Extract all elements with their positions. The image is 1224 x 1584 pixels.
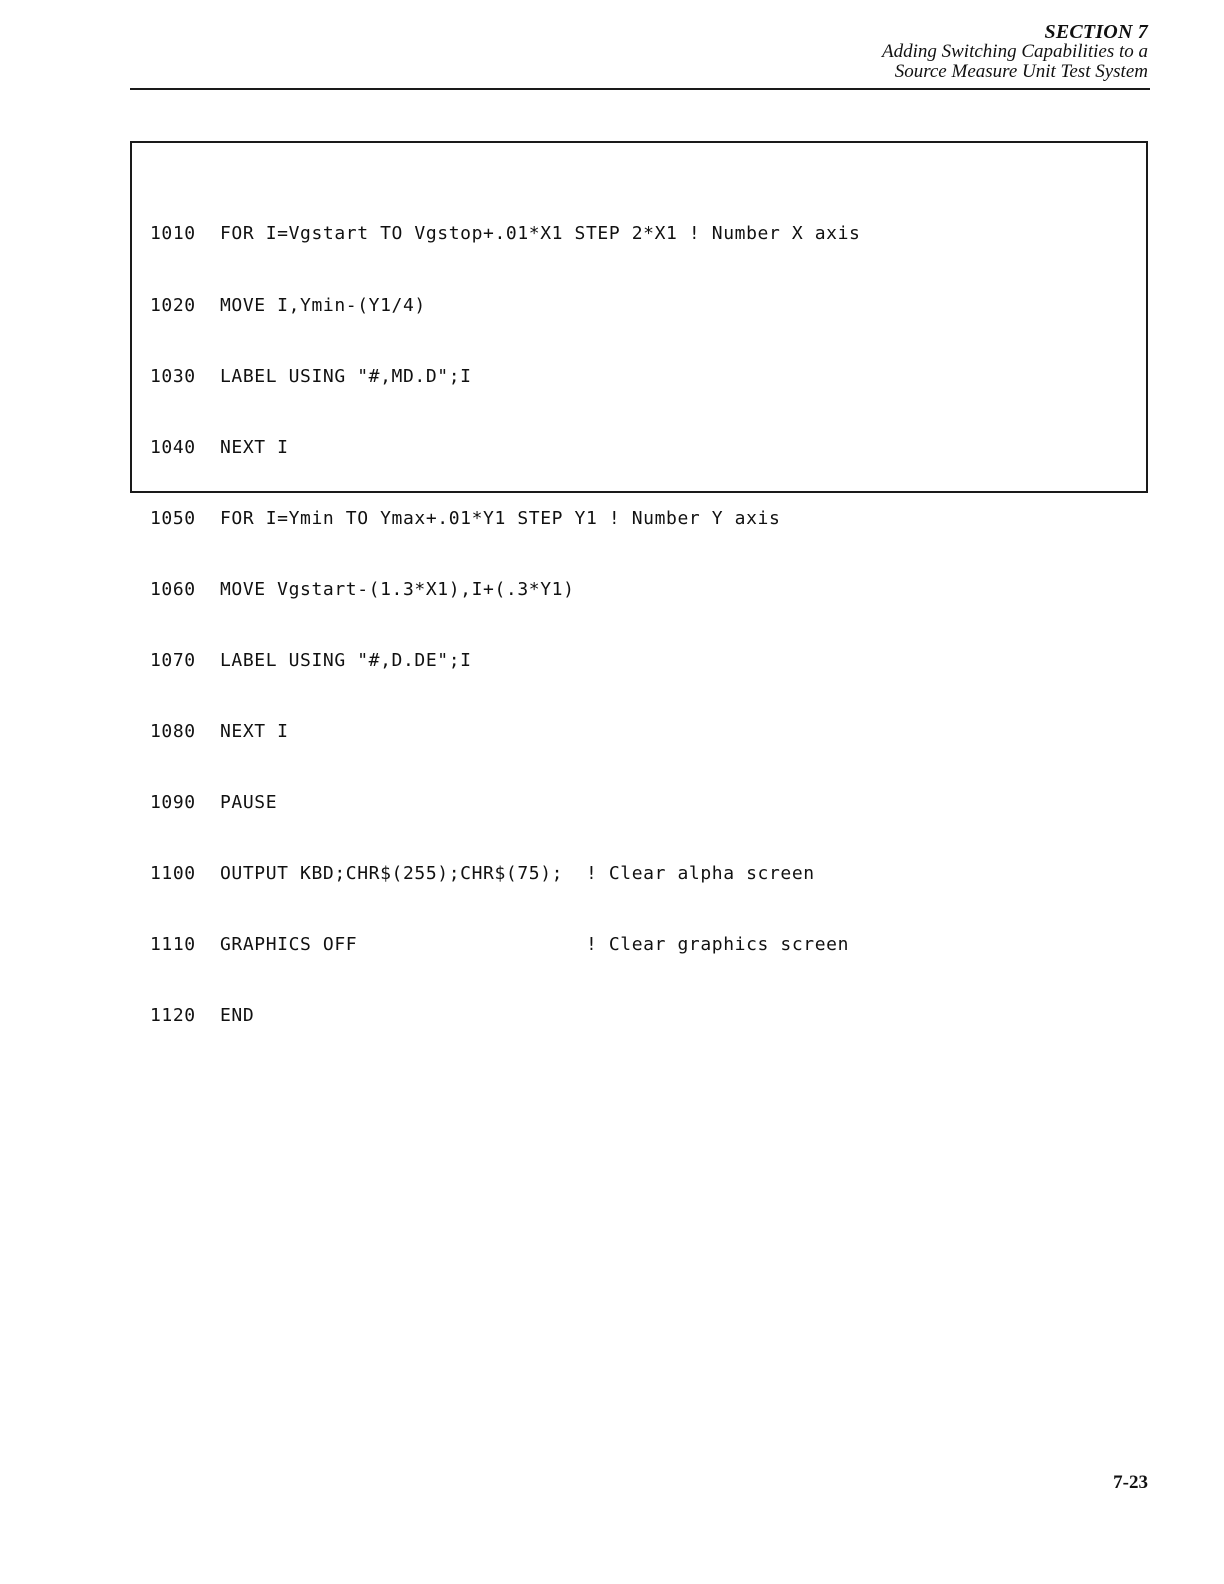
line-code: LABEL USING "#,D.DE";I	[220, 649, 472, 671]
code-listing-box	[130, 141, 1148, 1027]
line-number: 1020	[150, 294, 196, 316]
code-line	[150, 578, 860, 602]
line-code: FOR I=Vgstart TO Vgstop+.01*X1 STEP 2*X1 ! Number X axis	[220, 223, 861, 245]
line-number: 1100	[150, 863, 196, 885]
code-line	[150, 1004, 860, 1028]
code-line	[150, 862, 860, 886]
line-number: 1120	[150, 1005, 196, 1027]
line-code: NEXT I	[220, 721, 289, 743]
code-line	[150, 933, 860, 957]
line-number: 1040	[150, 436, 196, 458]
line-number: 1080	[150, 721, 196, 743]
section-subtitle-line-1: Adding Switching Capabilities to a	[882, 41, 1148, 62]
header-rule	[130, 88, 1150, 90]
line-number: 1070	[150, 649, 196, 671]
line-code: OUTPUT KBD;CHR$(255);CHR$(75);	[220, 863, 564, 885]
line-code: PAUSE	[220, 792, 278, 814]
running-header	[882, 22, 1148, 82]
line-code: MOVE I,Ymin-(Y1/4)	[220, 294, 426, 316]
line-code: END	[220, 1005, 255, 1027]
code-line	[150, 649, 860, 673]
section-title: SECTION 7	[1044, 21, 1148, 43]
line-code: FOR I=Ymin TO Ymax+.01*Y1 STEP Y1 ! Number Y axis	[220, 507, 781, 529]
line-number: 1090	[150, 792, 196, 814]
code-line	[150, 294, 860, 318]
section-subtitle-line-2: Source Measure Unit Test System	[894, 61, 1148, 82]
line-code: MOVE Vgstart-(1.3*X1),I+(.3*Y1)	[220, 578, 575, 600]
line-number: 1030	[150, 365, 196, 387]
line-code: NEXT I	[220, 436, 289, 458]
line-number: 1010	[150, 223, 196, 245]
line-number: 1050	[150, 507, 196, 529]
line-code: GRAPHICS OFF	[220, 934, 358, 956]
line-number: 1060	[150, 578, 196, 600]
line-code: LABEL USING "#,MD.D";I	[220, 365, 472, 387]
line-comment: ! Clear graphics screen	[586, 934, 850, 956]
line-number: 1110	[150, 934, 196, 956]
code-line	[150, 436, 860, 460]
code-line	[150, 365, 860, 389]
code-line	[150, 507, 860, 531]
code-line	[150, 222, 860, 246]
code-line	[150, 720, 860, 744]
code-listing	[150, 175, 860, 1076]
page-number: 7-23	[1113, 1472, 1148, 1493]
line-comment: ! Clear alpha screen	[586, 863, 815, 885]
code-line	[150, 791, 860, 815]
